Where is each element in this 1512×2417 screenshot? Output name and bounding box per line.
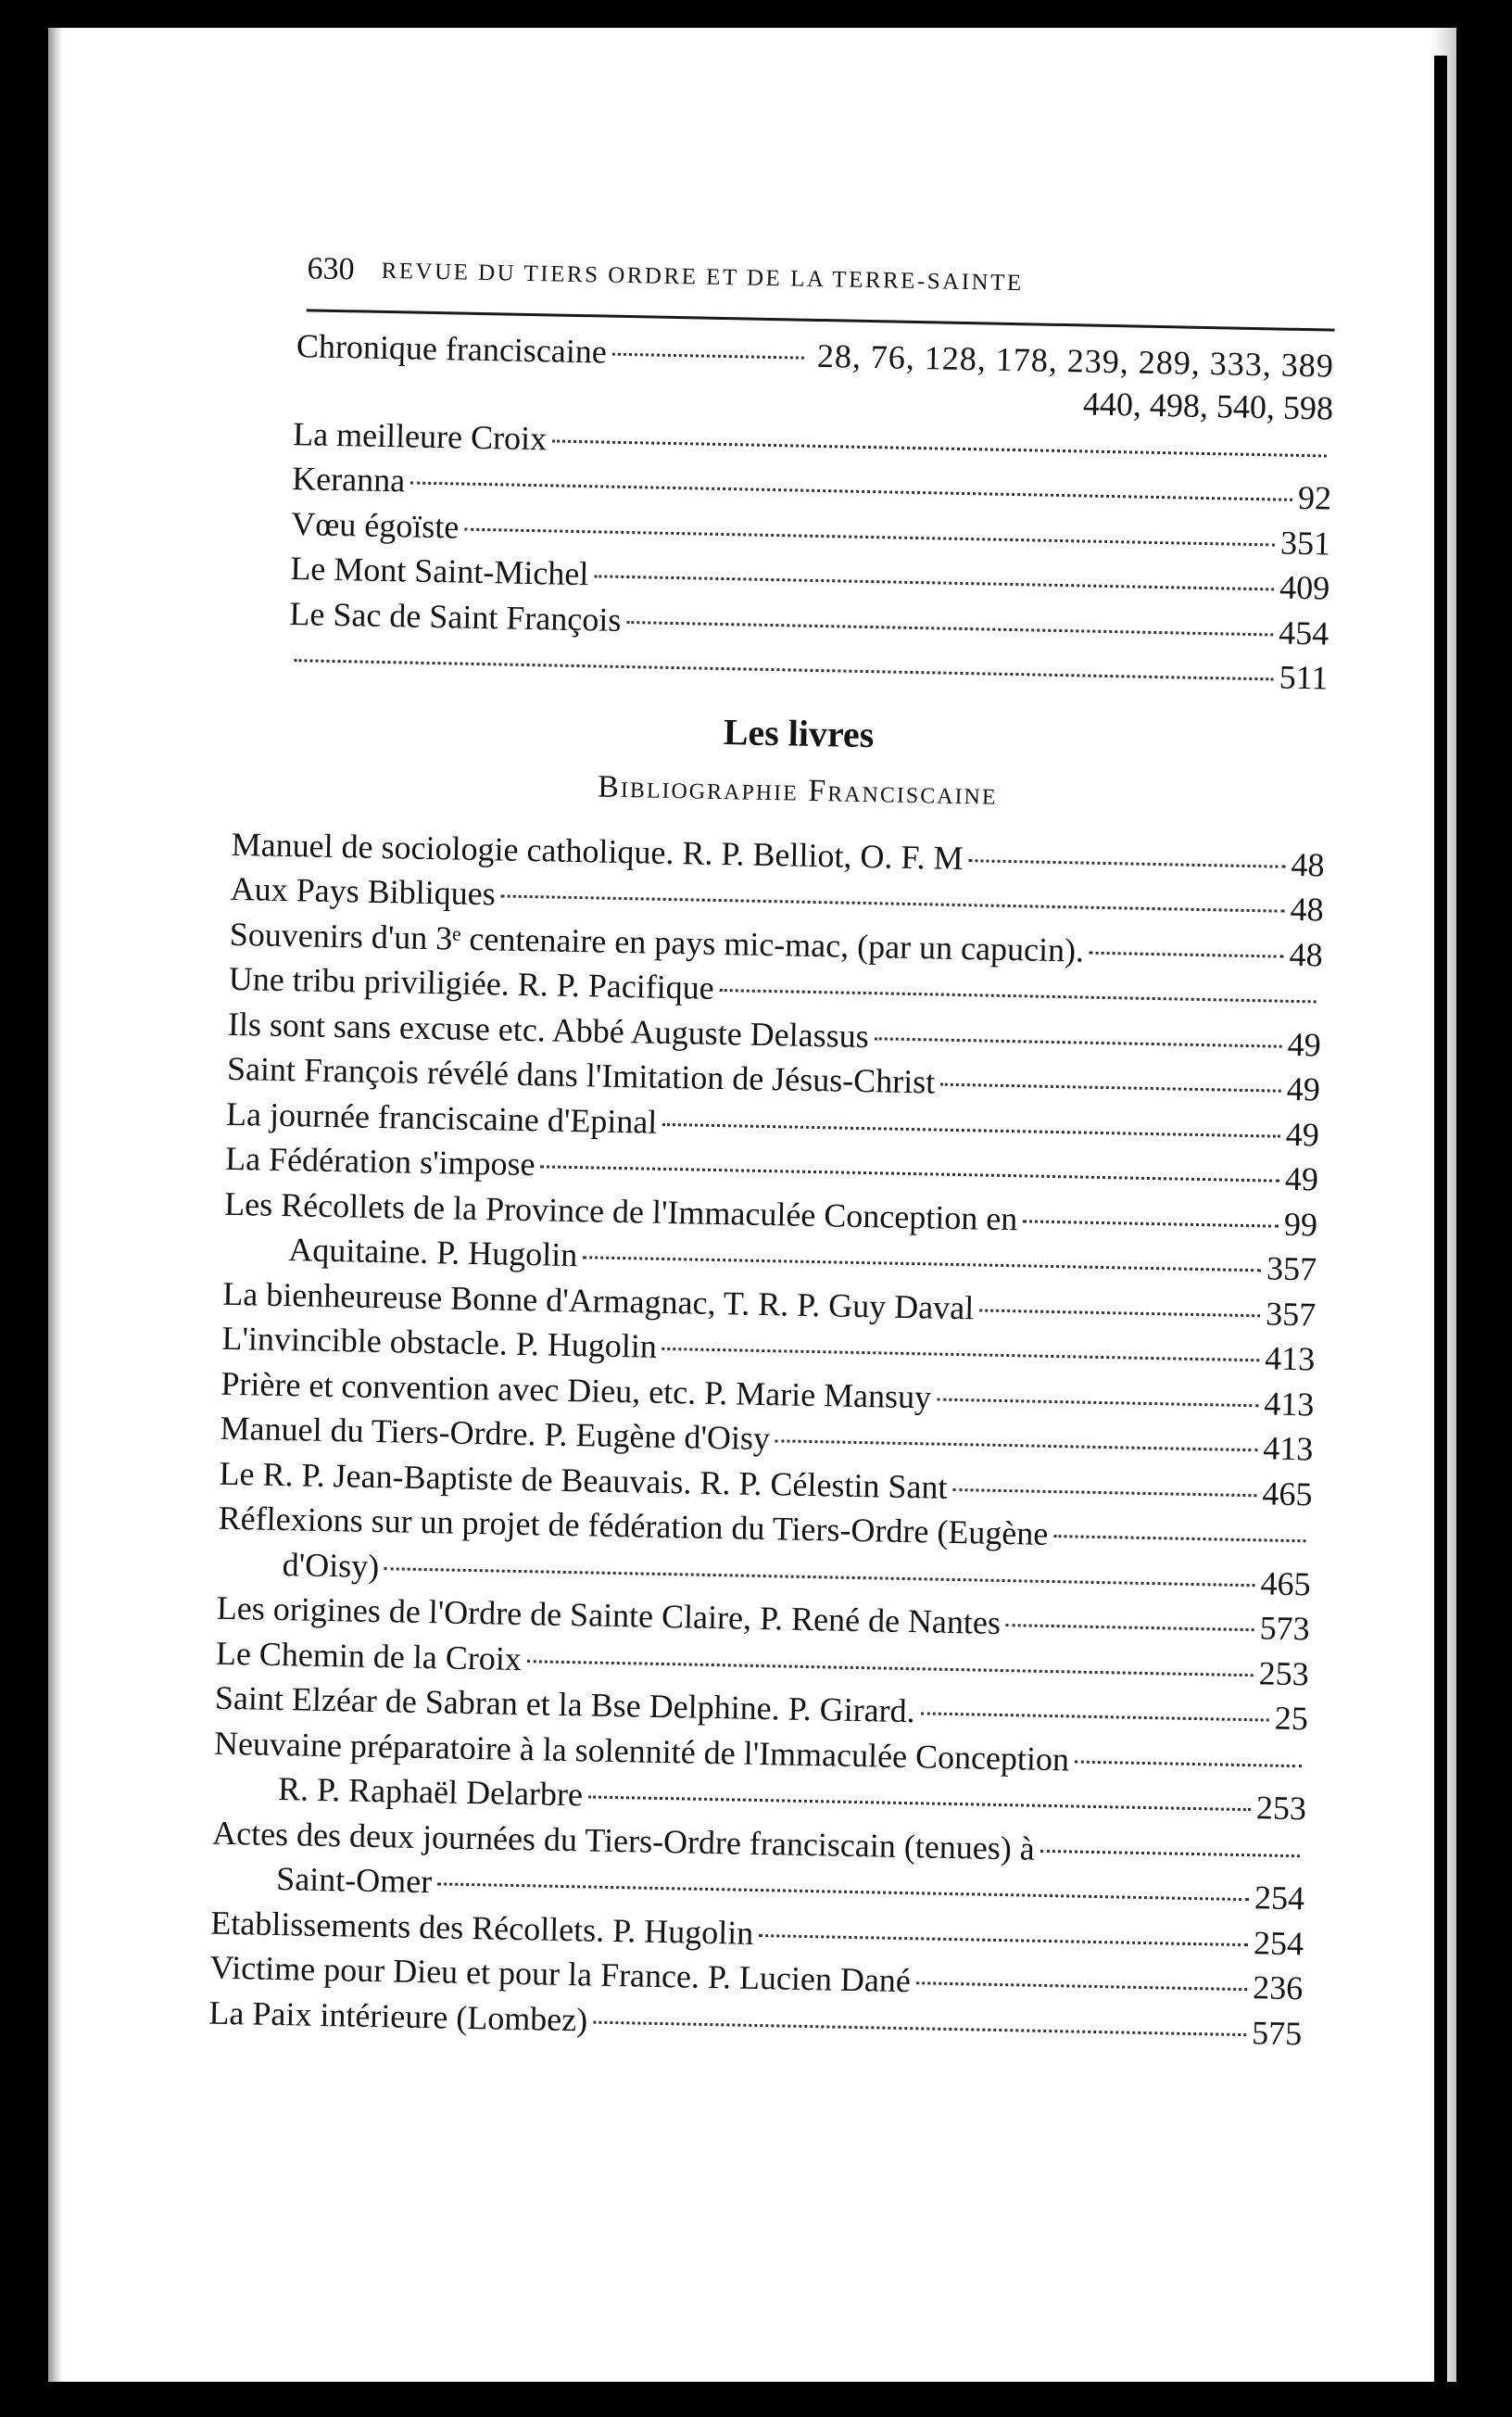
entry-page-number: 413 (1263, 1429, 1314, 1468)
entry-page-number: 49 (1287, 1025, 1322, 1063)
dot-leader (937, 1398, 1258, 1407)
dot-leader (916, 1981, 1247, 1991)
dot-leader (979, 1309, 1260, 1317)
entry-page-number: 413 (1263, 1384, 1315, 1423)
entry-title: Le Mont Saint-Michel (290, 550, 589, 593)
entry-page-number: 253 (1255, 1789, 1307, 1828)
dot-leader (1053, 1535, 1305, 1542)
dot-leader (969, 859, 1286, 868)
entry-page-number: 49 (1286, 1069, 1321, 1108)
dot-leader (626, 621, 1273, 636)
dot-leader (940, 1083, 1281, 1093)
dot-leader (593, 2020, 1246, 2036)
entry-page-number: 357 (1266, 1249, 1317, 1288)
entry-page-number: 465 (1262, 1474, 1313, 1512)
scan-gutter (1434, 56, 1447, 2382)
running-head (242, 250, 1336, 323)
dot-leader (921, 1712, 1269, 1721)
entry-title: Aquitaine. P. Hugolin (287, 1231, 578, 1274)
entry-title: La bienheureuse Bonne d'Armagnac, T. R. P. Guy Daval (222, 1274, 975, 1326)
dot-leader (583, 1256, 1261, 1272)
dot-leader (437, 1882, 1249, 1901)
dot-leader (594, 575, 1274, 590)
dot-leader (464, 527, 1275, 546)
entry-page-number: 253 (1258, 1653, 1310, 1692)
page-content (208, 250, 1336, 2056)
entry-title: Keranna (291, 460, 406, 500)
dot-leader (384, 1567, 1254, 1587)
entry-title: Saint François révélé dans l'Imitation de Jésus-Christ (226, 1049, 936, 1101)
entry-title: Aux Pays Bibliques (230, 869, 497, 913)
dot-leader (501, 894, 1285, 912)
entry-title: Saint Elzéar de Sabran et la Bse Delphine. P. Girard. (214, 1678, 916, 1730)
dot-leader (1040, 1849, 1300, 1856)
entry-page-number: 48 (1290, 890, 1324, 929)
entry-title: Le Chemin de la Croix (215, 1634, 523, 1677)
entry-title: Actes des deux journées du Tiers-Ordre franciscain (tenues) à (211, 1814, 1036, 1867)
entry-page-number: 454 (1278, 614, 1329, 652)
dot-leader (552, 439, 1327, 457)
dot-leader (588, 1795, 1251, 1811)
entry-title: Manuel de sociologie catholique. R. P. Belliot, O. F. M (231, 825, 964, 877)
entry-page-number: 48 (1291, 845, 1325, 884)
entry-page-number: 465 (1260, 1563, 1311, 1602)
entry-page-number: 254 (1254, 1879, 1305, 1917)
entry-title: La meilleure Croix (292, 414, 548, 457)
dot-leader (1006, 1624, 1254, 1631)
running-title: REVUE DU TIERS ORDRE ET DE LA TERRE-SAINTE (381, 258, 1024, 297)
entry-pages-continued: 440, 498, 540, 598 (1082, 384, 1334, 427)
dot-leader (527, 1660, 1254, 1677)
dot-leader (1075, 1760, 1302, 1767)
entry-title: Les origines de l'Ordre de Sainte Claire, P. René de Nantes (216, 1588, 1002, 1641)
entry-page-number: 99 (1283, 1205, 1318, 1243)
book-list (208, 821, 1325, 2056)
subsection-heading: Bibliographie Franciscaine (597, 768, 998, 812)
entry-title: La journée franciscaine d'Epinal (225, 1095, 658, 1141)
entry-title: Victime pour Dieu et pour la France. P. Lucien Dané (209, 1948, 912, 2000)
dot-leader (540, 1165, 1279, 1182)
entry-title: Souvenirs d'un 3ᵉ centenaire en pays mic-mac, (par un capucin). (229, 915, 1085, 969)
article-list (288, 411, 1332, 701)
entry-title: Ils sont sans excuse etc. Abbé Auguste Delassus (227, 1005, 870, 1055)
dot-leader (662, 1348, 1260, 1361)
section-heading: Les livres (723, 710, 875, 755)
dot-leader (952, 1487, 1256, 1496)
entry-page-number: 48 (1289, 935, 1324, 974)
entry-page-number: 351 (1279, 524, 1331, 563)
dot-leader (759, 1934, 1248, 1946)
entry-page-number: 49 (1284, 1159, 1319, 1198)
entry-page-number: 413 (1264, 1339, 1316, 1378)
entry-page-number: 25 (1274, 1699, 1309, 1738)
entry-title: Saint-Omer (275, 1860, 433, 1901)
dot-leader (1090, 951, 1284, 957)
entry-title: Manuel du Tiers-Ordre. P. Eugène d'Oisy (220, 1409, 771, 1458)
entry-page-number: 49 (1285, 1115, 1320, 1153)
dot-leader (612, 353, 804, 360)
entry-title: Vœu égoïste (290, 504, 460, 546)
entry-page-number: 254 (1253, 1923, 1304, 1962)
entry-title: Réflexions sur un projet de fédération du Tiers-Ordre (Eugène (218, 1499, 1049, 1552)
entry-page-number: 236 (1252, 1968, 1304, 2007)
entry-title: Le Sac de Saint François (289, 594, 622, 639)
entry-title: d'Oisy) (282, 1545, 380, 1585)
dot-leader (294, 659, 1273, 680)
entry-title: Chronique franciscaine (296, 327, 608, 371)
dot-leader (1023, 1220, 1279, 1227)
book-page (48, 28, 1456, 2382)
entry-title: R. P. Raphaël Delarbre (277, 1770, 584, 1814)
entry-title: Le R. P. Jean-Baptiste de Beauvais. R. P. Célestin Sant (219, 1454, 948, 1506)
entry-title: Une tribu priviligiée. R. P. Pacifique (228, 959, 715, 1006)
entry-title: Les Récollets de la Province de l'Immaculée Conception en (223, 1184, 1018, 1237)
entry-title: Prière et convention avec Dieu, etc. P. Marie Mansuy (220, 1364, 932, 1415)
page-left-edge-shadow (48, 28, 63, 2382)
entry-page-number: 573 (1259, 1609, 1311, 1648)
entry-page-number: 575 (1251, 2013, 1303, 2052)
dot-leader (720, 989, 1317, 1003)
dot-leader (775, 1439, 1258, 1451)
entry-title: Neuvaine préparatoire à la solennité de l'Immaculée Conception (213, 1724, 1070, 1778)
page-number: 630 (307, 251, 355, 287)
dot-leader (410, 482, 1292, 501)
entry-title: La Paix intérieure (Lombez) (208, 1993, 588, 2038)
entry-page-number: 357 (1265, 1294, 1317, 1333)
dot-leader (875, 1037, 1282, 1047)
entry-page-number: 409 (1279, 568, 1330, 607)
entry-pages: 28, 76, 128, 178, 239, 289, 333, 389 (816, 336, 1335, 385)
entry-page-number: 92 (1297, 478, 1332, 517)
entry-title: L'invincible obstacle. P. Hugolin (221, 1319, 658, 1365)
entry-page-number: 511 (1279, 658, 1329, 697)
entry-title: Etablissements des Récollets. P. Hugolin (209, 1904, 754, 1952)
dot-leader (662, 1122, 1280, 1137)
entry-title: La Fédération s'impose (224, 1139, 536, 1183)
